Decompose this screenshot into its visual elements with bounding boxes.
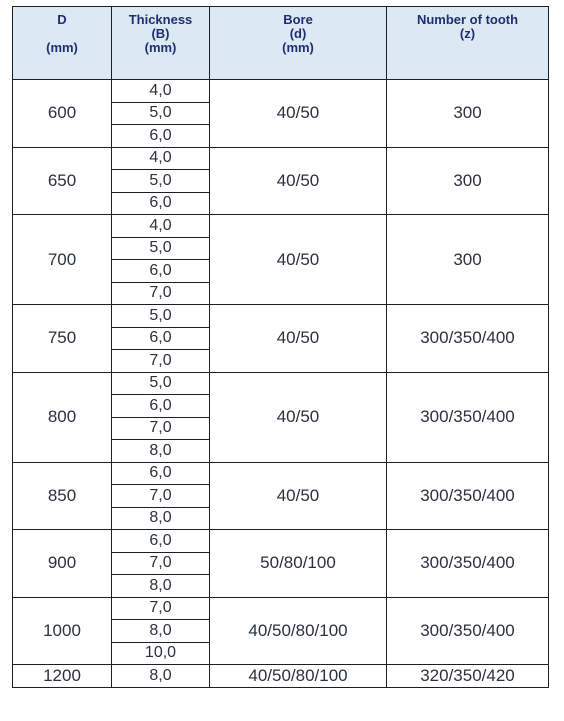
- thickness-cell: 10,0: [112, 642, 210, 665]
- teeth-cell: 300: [387, 80, 549, 148]
- table-row: [13, 462, 549, 485]
- table-row: [13, 372, 549, 395]
- teeth-cell: 300/350/400: [387, 597, 549, 665]
- bore-cell: 40/50: [210, 462, 387, 530]
- teeth-cell: 300/350/400: [387, 462, 549, 530]
- thickness-cell: 6,0: [112, 192, 210, 215]
- thickness-cell: 5,0: [112, 170, 210, 193]
- thickness-cell: 8,0: [112, 507, 210, 530]
- bore-cell: 40/50: [210, 215, 387, 305]
- header-teeth-label: Number of tooth: [416, 12, 519, 27]
- thickness-cell: 7,0: [112, 485, 210, 508]
- table-row: [13, 80, 549, 103]
- header-thickness: [112, 7, 210, 80]
- header-row: [13, 7, 549, 80]
- thickness-cell: 8,0: [112, 440, 210, 463]
- table-row: [13, 305, 549, 328]
- thickness-cell: 6,0: [112, 395, 210, 418]
- bore-cell: 50/80/100: [210, 530, 387, 598]
- table-row: [13, 665, 549, 688]
- thickness-cell: 5,0: [112, 305, 210, 328]
- header-diameter-unit: (mm): [46, 40, 78, 55]
- header-thickness-label: Thickness: [128, 12, 193, 27]
- specification-table: [12, 6, 549, 688]
- thickness-cell: 7,0: [112, 597, 210, 620]
- thickness-cell: 5,0: [112, 237, 210, 260]
- diameter-cell: 600: [13, 80, 112, 148]
- bore-cell: 40/50: [210, 372, 387, 462]
- teeth-cell: 300: [387, 215, 549, 305]
- diameter-cell: 900: [13, 530, 112, 598]
- diameter-cell: 1200: [13, 665, 112, 688]
- teeth-cell: 300/350/400: [387, 530, 549, 598]
- header-bore-symbol: (d): [289, 26, 307, 41]
- diameter-cell: 750: [13, 305, 112, 373]
- thickness-cell: 7,0: [112, 282, 210, 305]
- diameter-cell: 700: [13, 215, 112, 305]
- header-bore-unit: (mm): [282, 40, 314, 55]
- thickness-cell: 7,0: [112, 417, 210, 440]
- diameter-cell: 1000: [13, 597, 112, 665]
- teeth-cell: 300/350/400: [387, 305, 549, 373]
- header-bore: [210, 7, 387, 80]
- thickness-cell: 8,0: [112, 575, 210, 598]
- thickness-cell: 5,0: [112, 372, 210, 395]
- thickness-cell: 6,0: [112, 260, 210, 283]
- thickness-cell: 4,0: [112, 215, 210, 238]
- header-diameter-label: D: [57, 12, 67, 27]
- thickness-cell: 7,0: [112, 350, 210, 373]
- thickness-cell: 4,0: [112, 80, 210, 103]
- thickness-cell: 5,0: [112, 102, 210, 125]
- table-row: [13, 597, 549, 620]
- thickness-cell: 6,0: [112, 462, 210, 485]
- thickness-cell: 7,0: [112, 552, 210, 575]
- header-teeth-symbol: (z): [459, 26, 476, 41]
- header-bore-label: Bore: [283, 12, 313, 27]
- header-diameter: [13, 7, 112, 80]
- thickness-cell: 8,0: [112, 665, 210, 688]
- table-row: [13, 215, 549, 238]
- diameter-cell: 650: [13, 147, 112, 215]
- teeth-cell: 300/350/400: [387, 372, 549, 462]
- teeth-cell: 320/350/420: [387, 665, 549, 688]
- header-thickness-unit: (mm): [144, 40, 177, 55]
- header-teeth: [387, 7, 549, 80]
- thickness-cell: 6,0: [112, 530, 210, 553]
- bore-cell: 40/50/80/100: [210, 665, 387, 688]
- bore-cell: 40/50: [210, 80, 387, 148]
- bore-cell: 40/50/80/100: [210, 597, 387, 665]
- table-row: [13, 530, 549, 553]
- bore-cell: 40/50: [210, 305, 387, 373]
- table-row: [13, 147, 549, 170]
- header-thickness-symbol: (B): [151, 26, 170, 41]
- thickness-cell: 8,0: [112, 620, 210, 643]
- diameter-cell: 800: [13, 372, 112, 462]
- thickness-cell: 6,0: [112, 327, 210, 350]
- teeth-cell: 300: [387, 147, 549, 215]
- thickness-cell: 4,0: [112, 147, 210, 170]
- diameter-cell: 850: [13, 462, 112, 530]
- thickness-cell: 6,0: [112, 125, 210, 148]
- bore-cell: 40/50: [210, 147, 387, 215]
- table-body: [13, 80, 549, 688]
